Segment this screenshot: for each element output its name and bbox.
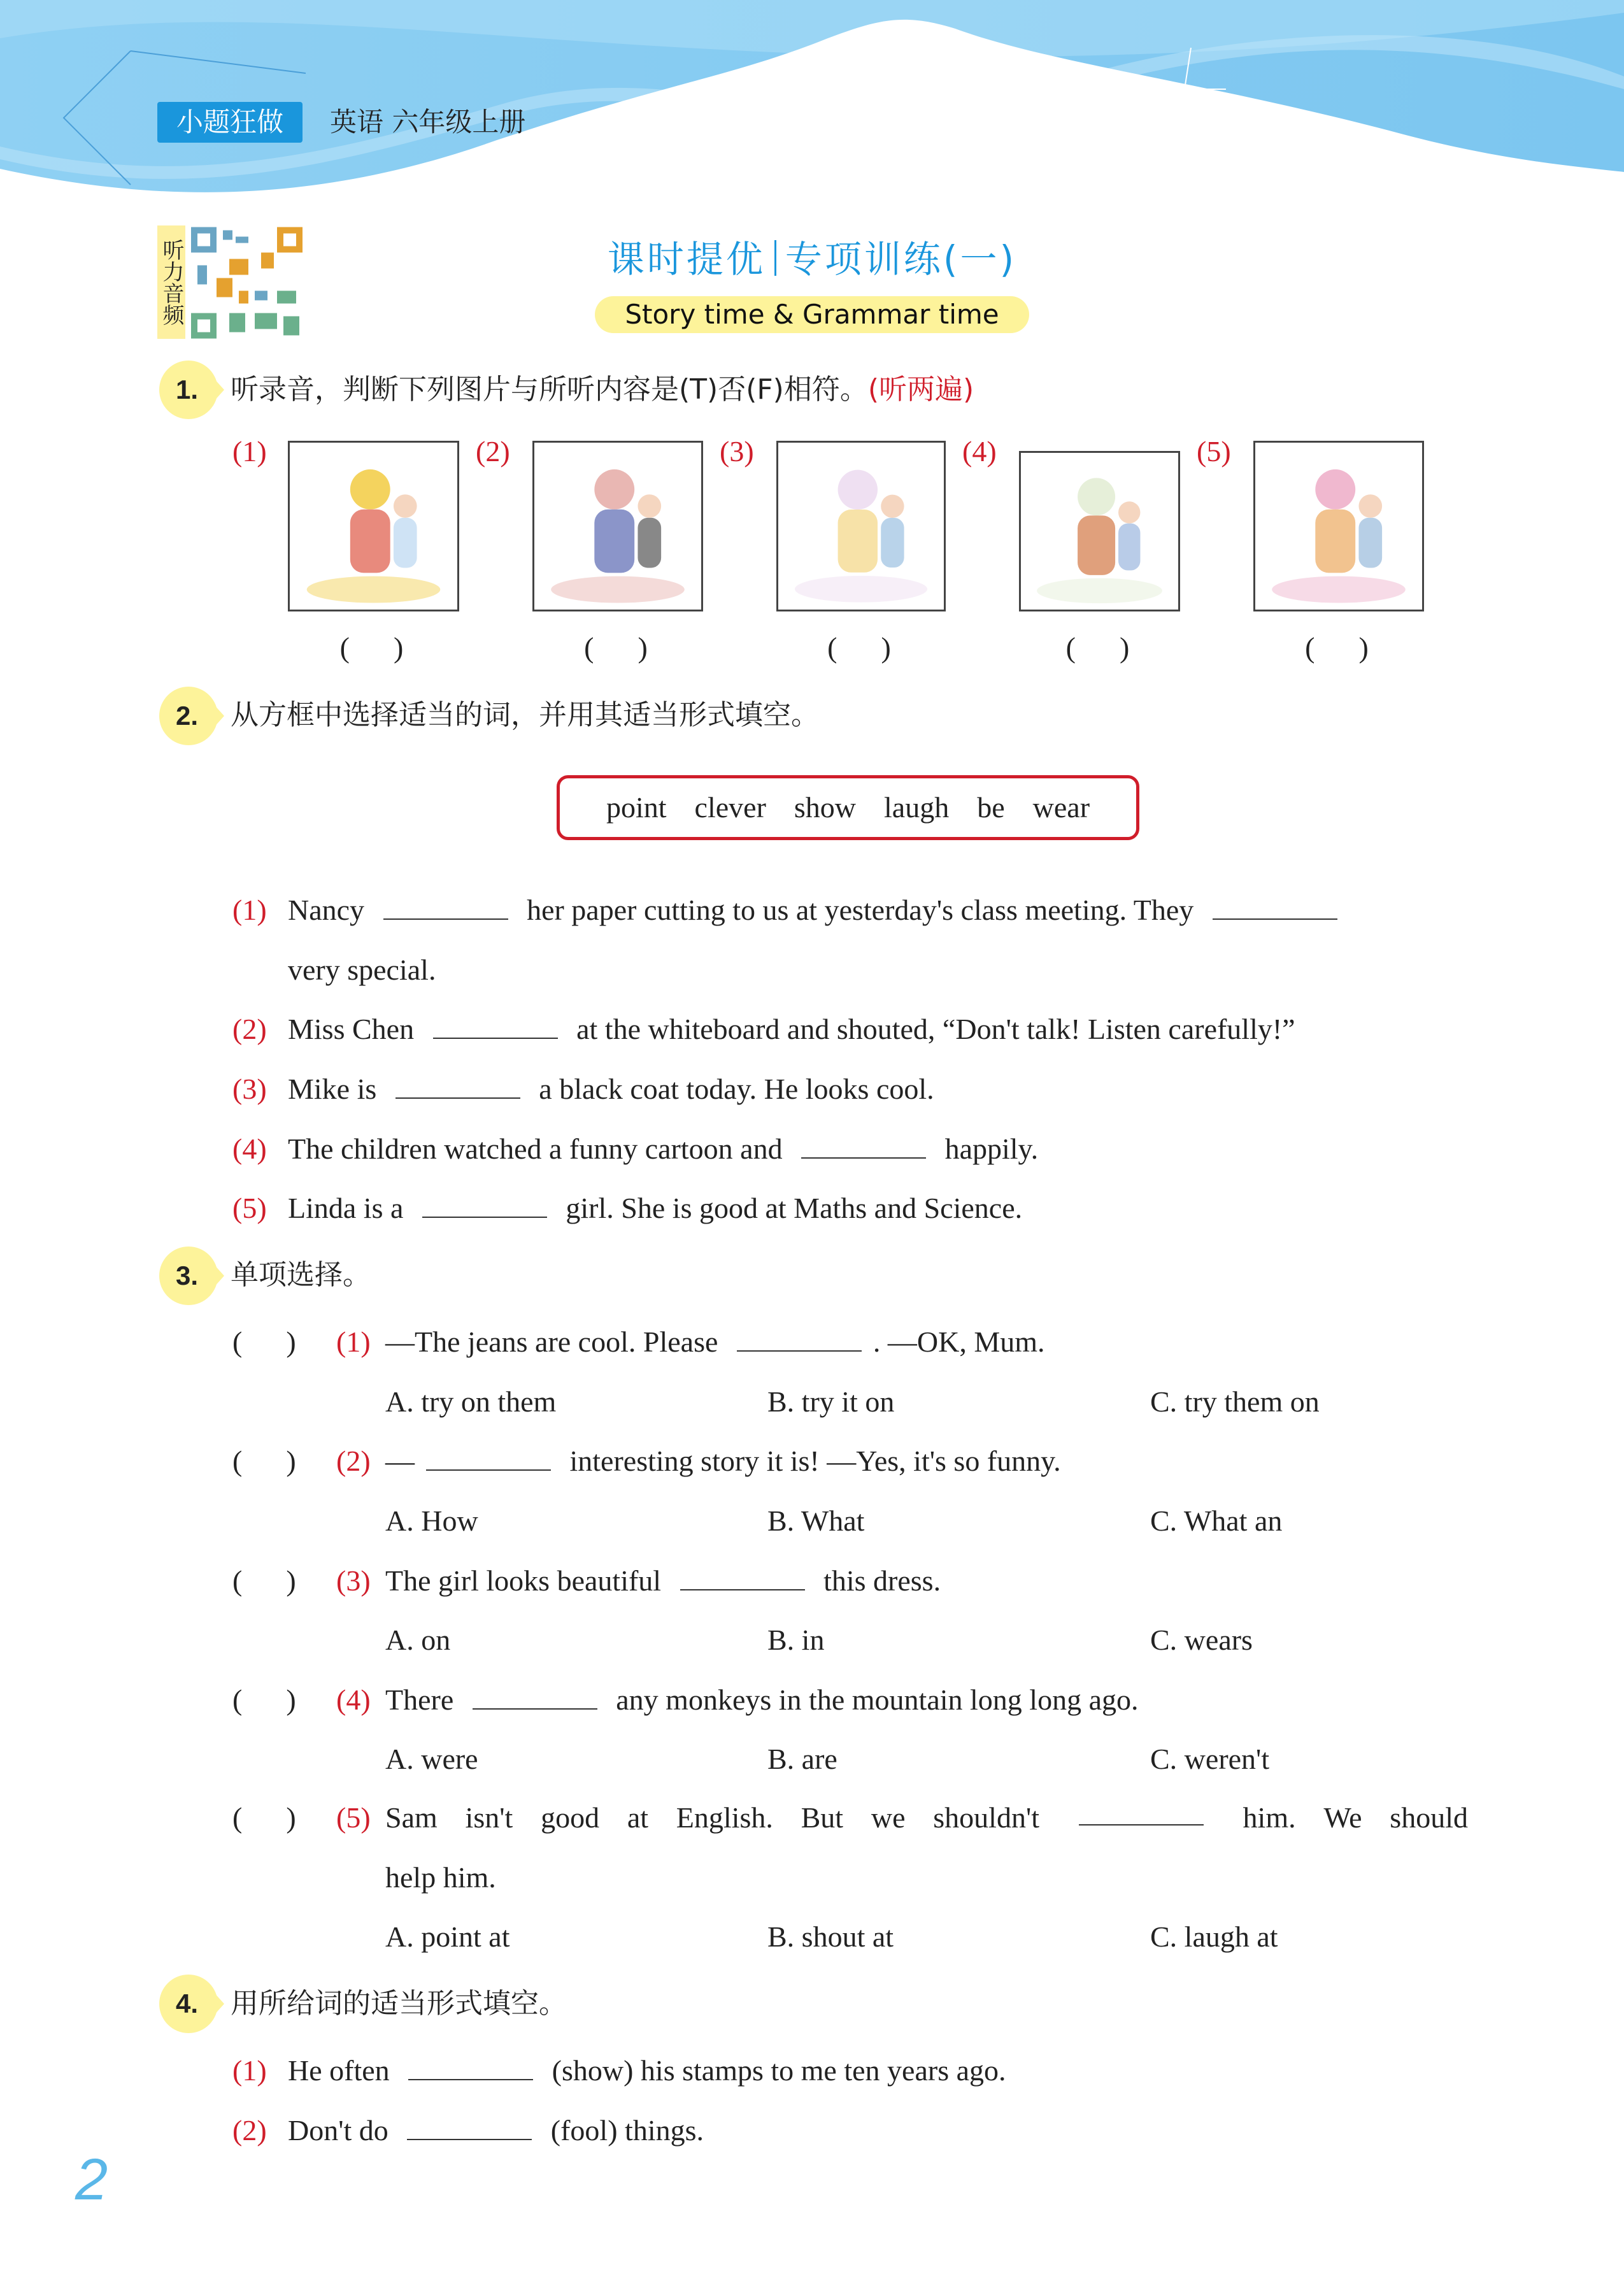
question-4-instruction: 用所给词的适当形式填空。 <box>231 1987 567 2020</box>
option-b[interactable]: B. What <box>767 1504 865 1537</box>
question-stem <box>385 1323 1045 1361</box>
text-segment: Mike is <box>288 1073 384 1105</box>
item-number: (1) <box>336 1325 371 1358</box>
option-c[interactable]: C. What an <box>1150 1504 1283 1537</box>
answer-paren[interactable]: ( ) <box>232 1683 296 1716</box>
option-c[interactable]: C. laugh at <box>1150 1920 1278 1953</box>
picture-label: (4) <box>962 435 997 468</box>
text-segment: happily. <box>937 1132 1039 1165</box>
instruction-text: 听录音，判断下列图片与所听内容是(T)否(F)相符。 <box>231 373 868 406</box>
word-bank-item: show <box>794 791 857 824</box>
item-number: (2) <box>336 1445 371 1477</box>
title-part1: 课时提优 <box>607 238 766 281</box>
item-number: (3) <box>336 1564 371 1597</box>
answer-paren[interactable]: ( ) <box>1305 631 1369 664</box>
word-bank-item: point <box>606 791 667 824</box>
word-bank-item: clever <box>694 791 766 824</box>
title-part2: 专项训练(一) <box>785 238 1017 281</box>
series-badge: 小题狂做 <box>157 102 303 143</box>
answer-blank[interactable] <box>407 2113 532 2140</box>
text-segment: — <box>385 1445 415 1477</box>
page-number: 2 <box>75 2147 108 2212</box>
text-segment: Miss Chen <box>288 1013 422 1045</box>
text-segment: (fool) things. <box>543 2114 704 2147</box>
text-segment: at the whiteboard and shouted, “Don't talk! Listen carefully!” <box>569 1013 1295 1045</box>
item-number: (2) <box>232 1013 267 1045</box>
title-divider <box>774 240 776 276</box>
text-segment: any monkeys in the mountain long long ago. <box>608 1683 1139 1716</box>
question-stem <box>385 1442 1061 1480</box>
question-2-instruction: 从方框中选择适当的词，并用其适当形式填空。 <box>231 699 819 731</box>
picture-2 <box>532 441 703 611</box>
illustration <box>1021 453 1178 610</box>
text-segment: a black coat today. He looks cool. <box>531 1073 934 1105</box>
item-number: (3) <box>232 1073 267 1105</box>
text-segment: But <box>801 1801 844 1834</box>
question-3-instruction: 单项选择。 <box>231 1259 371 1291</box>
answer-blank[interactable] <box>383 893 508 920</box>
picture-label: (2) <box>476 435 510 468</box>
illustration <box>534 443 701 610</box>
text-segment: her paper cutting to us at yesterday's class meeting. They <box>519 894 1201 926</box>
text-segment: We <box>1323 1801 1362 1834</box>
text-segment: . —OK, Mum. <box>873 1325 1045 1358</box>
option-c[interactable]: C. try them on <box>1150 1385 1320 1418</box>
text-segment: Linda is a <box>288 1192 411 1224</box>
answer-blank[interactable] <box>1213 893 1337 920</box>
text-segment: Sam <box>385 1801 438 1834</box>
option-a[interactable]: A. were <box>385 1743 478 1775</box>
option-a[interactable]: A. on <box>385 1624 451 1656</box>
fill-in-sentence <box>288 1130 1038 1168</box>
option-b[interactable]: B. shout at <box>767 1920 894 1953</box>
answer-blank[interactable] <box>680 1564 805 1590</box>
instruction-note: (听两遍) <box>867 373 974 406</box>
picture-label: (5) <box>1197 435 1231 468</box>
text-segment: interesting story it is! —Yes, it's so funny. <box>562 1445 1061 1477</box>
answer-paren[interactable]: ( ) <box>232 1564 296 1597</box>
text-segment: Nancy <box>288 894 372 926</box>
option-a[interactable]: A. How <box>385 1504 478 1537</box>
answer-paren[interactable]: ( ) <box>584 631 648 664</box>
text-segment: English. <box>676 1801 773 1834</box>
word-bank-item: laugh <box>884 791 950 824</box>
text-segment: He often <box>288 2054 397 2087</box>
illustration <box>1255 443 1422 610</box>
question-stem <box>385 1799 1468 1837</box>
item-number: (4) <box>232 1132 267 1165</box>
answer-paren[interactable]: ( ) <box>232 1325 296 1358</box>
text-segment: Don't do <box>288 2114 396 2147</box>
item-number: (5) <box>336 1801 371 1834</box>
text-segment: we <box>871 1801 906 1834</box>
answer-paren[interactable]: ( ) <box>1065 631 1130 664</box>
picture-3 <box>776 441 946 611</box>
illustration <box>778 443 944 610</box>
question-stem <box>385 1681 1139 1719</box>
item-number: (4) <box>336 1683 371 1716</box>
text-segment: at <box>627 1801 649 1834</box>
answer-blank[interactable] <box>473 1683 597 1710</box>
answer-blank[interactable] <box>433 1012 558 1039</box>
text-segment: him. <box>1243 1801 1296 1834</box>
option-c[interactable]: C. weren't <box>1150 1743 1270 1775</box>
text-segment: —The jeans are cool. Please <box>385 1325 725 1358</box>
word-bank-item: be <box>977 791 1005 824</box>
item-number: (5) <box>232 1192 267 1224</box>
text-segment: (show) his stamps to me ten years ago. <box>545 2054 1006 2087</box>
picture-label: (3) <box>720 435 754 468</box>
text-segment: good <box>541 1801 600 1834</box>
option-a[interactable]: A. try on them <box>385 1385 557 1418</box>
text-segment: The girl looks beautiful <box>385 1564 669 1597</box>
item-number: (2) <box>232 2114 267 2147</box>
answer-blank[interactable] <box>1079 1799 1204 1825</box>
fill-in-sentence <box>288 1070 934 1108</box>
answer-blank[interactable] <box>408 2054 533 2080</box>
qr-label: 听力音频 <box>157 225 185 339</box>
word-bank-item: wear <box>1032 791 1090 824</box>
book-subject: 英语 六年级上册 <box>330 106 526 138</box>
question-number-2: 2. <box>159 687 218 745</box>
text-segment: isn't <box>465 1801 513 1834</box>
picture-label: (1) <box>232 435 267 468</box>
answer-paren[interactable]: ( ) <box>232 1445 296 1477</box>
text-segment: should <box>1390 1801 1468 1834</box>
option-b[interactable]: B. try it on <box>767 1385 895 1418</box>
question-number-4: 4. <box>159 1975 218 2033</box>
picture-1 <box>288 441 459 611</box>
text-segment: shouldn't <box>933 1801 1040 1834</box>
option-b[interactable]: B. are <box>767 1743 837 1775</box>
answer-paren[interactable]: ( ) <box>232 1801 296 1834</box>
question-number-1: 1. <box>159 361 218 419</box>
illustration <box>290 443 457 610</box>
fill-in-sentence <box>288 2111 704 2150</box>
question-1-instruction <box>231 371 974 409</box>
text-segment: The children watched a funny cartoon and <box>288 1132 790 1165</box>
lesson-subtitle: Story time & Grammar time <box>595 296 1029 333</box>
question-number-3: 3. <box>159 1247 218 1305</box>
answer-blank[interactable] <box>737 1325 862 1352</box>
text-segment: There <box>385 1683 461 1716</box>
fill-in-sentence <box>288 891 1349 929</box>
answer-paren[interactable]: ( ) <box>339 631 404 664</box>
answer-paren[interactable]: ( ) <box>827 631 891 664</box>
answer-blank[interactable] <box>395 1072 520 1099</box>
question-stem-continued: help him. <box>385 1861 496 1894</box>
answer-blank[interactable] <box>801 1132 926 1159</box>
text-segment: this dress. <box>816 1564 941 1597</box>
option-b[interactable]: B. in <box>767 1624 825 1656</box>
page-title <box>0 229 1624 283</box>
answer-blank[interactable] <box>422 1191 547 1218</box>
fill-in-sentence <box>288 951 436 989</box>
option-a[interactable]: A. point at <box>385 1920 510 1953</box>
fill-in-sentence <box>288 1189 1022 1227</box>
picture-4 <box>1019 451 1180 611</box>
answer-blank[interactable] <box>426 1444 551 1471</box>
text-segment: very special. <box>288 954 436 986</box>
picture-5 <box>1253 441 1424 611</box>
item-number: (1) <box>232 2054 267 2087</box>
fill-in-sentence <box>288 2052 1006 2090</box>
text-segment: girl. She is good at Maths and Science. <box>558 1192 1023 1224</box>
question-stem <box>385 1562 941 1600</box>
fill-in-sentence <box>288 1010 1295 1048</box>
word-bank-box <box>557 775 1139 840</box>
option-c[interactable]: C. wears <box>1150 1624 1253 1656</box>
item-number: (1) <box>232 894 267 926</box>
